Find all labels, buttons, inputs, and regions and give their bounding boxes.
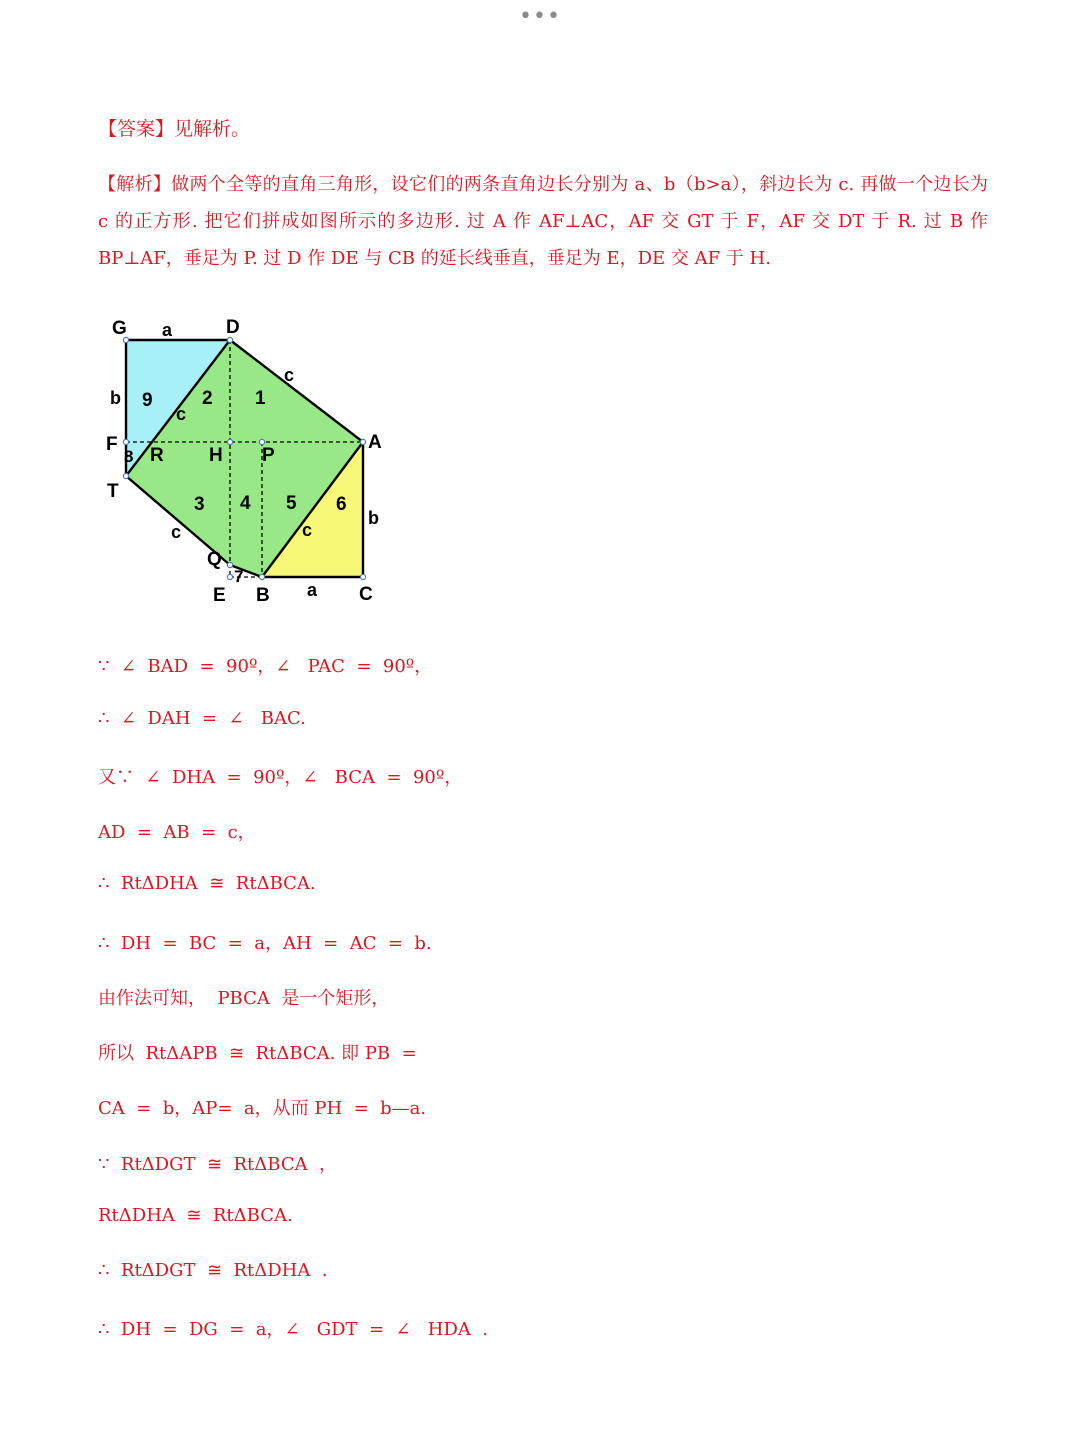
side-c-da: c: [284, 365, 295, 385]
region-8: 8: [124, 447, 134, 466]
proof-line: ∴ RtΔDGT ≅ RtΔDHA .: [98, 1260, 328, 1281]
answer-line: 【答案】见解析。: [98, 118, 251, 140]
proof-line: ∴ DH = DG = a，∠ GDT = ∠ HDA .: [98, 1319, 489, 1340]
side-a-top: a: [162, 320, 173, 340]
side-c-tq: c: [171, 522, 182, 542]
region-6: 6: [336, 494, 347, 515]
label-H: H: [209, 445, 223, 466]
label-R: R: [150, 445, 164, 466]
region-9: 9: [142, 390, 153, 411]
proof-line: ∴ DH = BC = a，AH = AC = b.: [98, 933, 432, 954]
region-5: 5: [286, 493, 297, 514]
label-E: E: [213, 585, 226, 606]
analysis-paragraph: 【解析】做两个全等的直角三角形，设它们的两条直角边长分别为 a、b（b>a），斜边长为 c. 再做一个边长为 c 的正方形. 把它们拼成如图所示的多边形. 过 A 作 AF⊥AC，AF 交 GT 于 F，AF 交 DT 于 R. 过 B 作 BP⊥AF，垂足为 P. 过 D 作 DE 与 CB 的延长线垂直，垂足为 E，DE 交 AF 于 H.: [98, 174, 988, 269]
side-c-dg: c: [176, 404, 187, 424]
side-b-left: b: [110, 388, 121, 408]
proof-line: 由作法可知， PBCA 是一个矩形，: [98, 988, 390, 1009]
region-1: 1: [255, 388, 266, 409]
proof-line: ∵ RtΔDGT ≅ RtΔBCA ，: [98, 1154, 338, 1175]
proof-line: AD = AB = c，: [98, 822, 256, 843]
region-4: 4: [240, 493, 251, 514]
top-bar: [0, 0, 1080, 40]
label-B: B: [256, 585, 270, 606]
side-a-bottom: a: [307, 580, 318, 600]
proof-line: ∵ ∠ BAD = 90º，∠ PAC = 90º，: [98, 656, 433, 677]
proof-line: RtΔDHA ≅ RtΔBCA.: [98, 1205, 293, 1226]
label-C: C: [359, 584, 373, 605]
side-b-right: b: [368, 508, 379, 528]
label-Q: Q: [207, 549, 222, 570]
proof-line: CA = b，AP= a，从而 PH = b—a.: [98, 1098, 427, 1119]
label-T: T: [107, 481, 119, 502]
geometry-figure: [96, 300, 396, 620]
side-c-ab: c: [302, 520, 313, 540]
region-7: 7: [234, 567, 244, 586]
label-P: P: [262, 445, 275, 466]
region-3: 3: [194, 494, 205, 515]
label-A: A: [368, 432, 382, 453]
more-options-icon[interactable]: •••: [519, 4, 561, 29]
label-D: D: [226, 317, 240, 338]
proof-line: 又∵ ∠ DHA = 90º，∠ BCA = 90º，: [98, 767, 463, 788]
proof-line: 所以 RtΔAPB ≅ RtΔBCA. 即 PB =: [98, 1043, 417, 1064]
proof-line: ∴ RtΔDHA ≅ RtΔBCA.: [98, 873, 316, 894]
label-G: G: [112, 318, 127, 339]
label-F: F: [106, 434, 118, 455]
proof-line: ∴ ∠ DAH = ∠ BAC.: [98, 708, 306, 729]
region-2: 2: [202, 388, 213, 409]
